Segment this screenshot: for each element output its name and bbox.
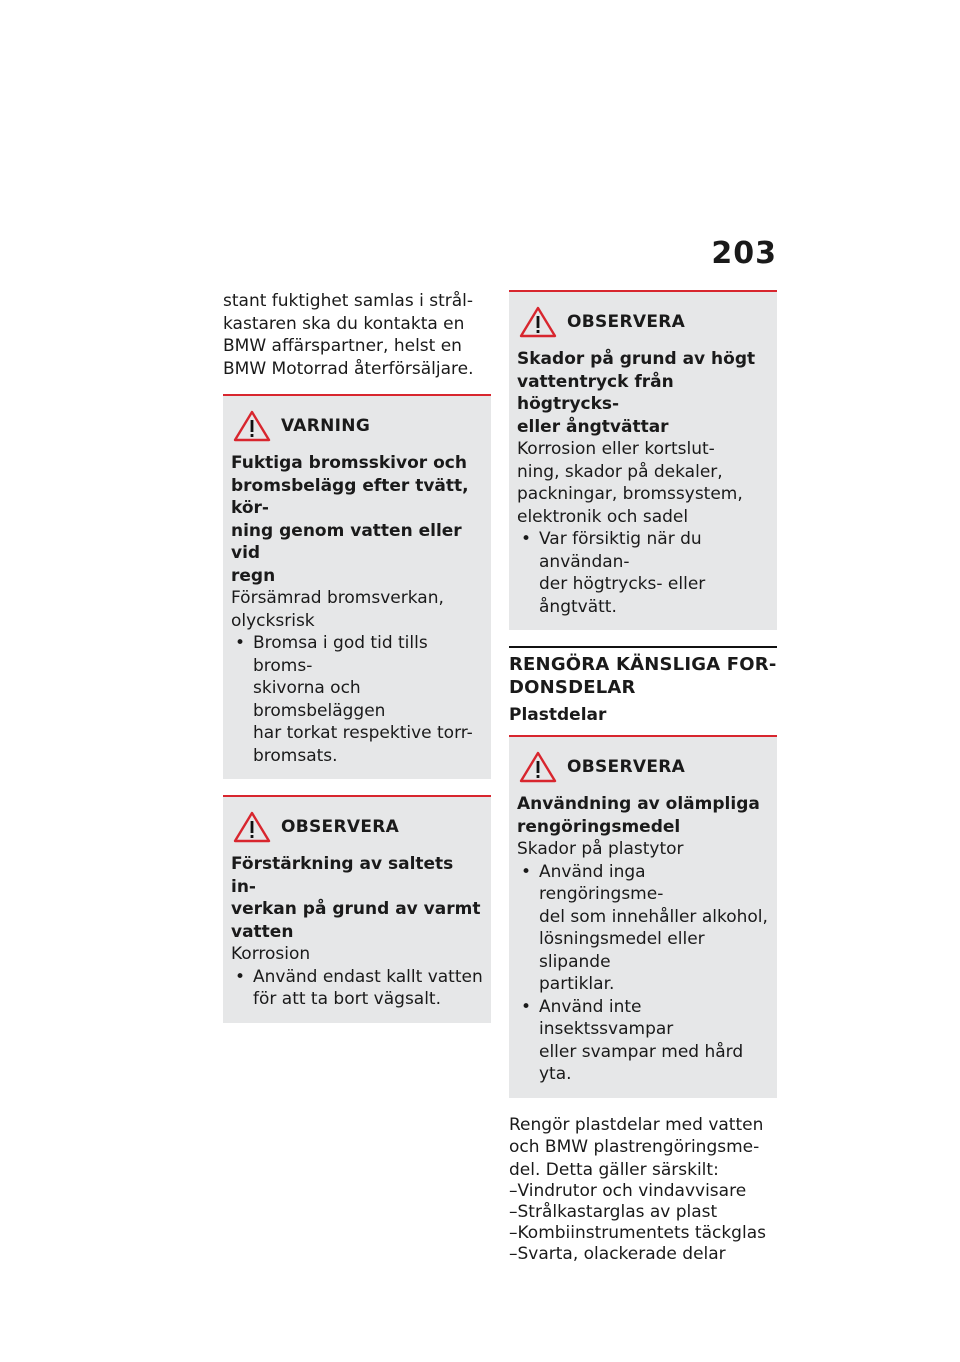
notice-title: Skador på grund av högt vattentryck från högtrycks- eller ångtvättar: [517, 349, 756, 437]
warning-triangle-icon: [233, 811, 271, 843]
warning-label: VARNING: [281, 416, 371, 436]
section-heading: RENGÖRA KÄNSLIGA FOR- DONSDELAR: [509, 646, 777, 699]
notice-label: OBSERVERA: [567, 312, 686, 332]
warning-triangle-icon: [233, 410, 271, 442]
list-item: • Använd inte insektssvampar eller svampar med hård yta.: [517, 996, 769, 1086]
warning-triangle-icon: [519, 751, 557, 783]
list-item: – Vindrutor och vindavvisare: [509, 1181, 777, 1202]
warning-triangle-icon: [519, 306, 557, 338]
notice-header: [233, 811, 483, 843]
intro-paragraph: [223, 290, 491, 380]
text-line: kastaren ska du kontakta en: [223, 313, 465, 334]
warning-title: Fuktiga bromsskivor och bromsbelägg efter tvätt, kör- ning genom vatten eller vid regn: [231, 453, 469, 586]
notice-box: [509, 735, 777, 1098]
text-line: BMW Motorrad återförsäljare.: [223, 358, 474, 379]
left-column: [223, 290, 491, 1039]
warning-box: [223, 394, 491, 779]
list-item: – Kombiinstrumentets täckglas: [509, 1223, 777, 1244]
notice-bullets: [517, 528, 769, 618]
notice-consequence: Korrosion: [231, 944, 311, 964]
right-column: [509, 290, 777, 1265]
list-item: • Var försiktig när du användan- der högtrycks- eller ångtvätt.: [517, 528, 769, 618]
warning-bullets: [231, 632, 483, 767]
notice-bullets: [231, 966, 483, 1011]
notice-label: OBSERVERA: [567, 757, 686, 777]
notice-box: [223, 795, 491, 1023]
notice-bullets: [517, 861, 769, 1086]
text-line: BMW affärspartner, helst en: [223, 336, 462, 356]
notice-title: Användning av olämpliga rengöringsmedel: [517, 794, 760, 837]
notice-title: Förstärkning av saltets in- verkan på grund av varmt vatten: [231, 854, 481, 942]
notice-header: [519, 751, 769, 783]
notice-consequence: Korrosion eller kortslut- ning, skador på dekaler, packningar, bromssystem, elektronik och sadel: [517, 439, 743, 527]
list-item: • Använd inga rengöringsme- del som innehåller alkohol, lösningsmedel eller slipande partiklar.: [517, 861, 769, 996]
body-paragraph: Rengör plastdelar med vatten och BMW plastrengöringsme- del. Detta gäller särskilt:: [509, 1114, 764, 1180]
notice-label: OBSERVERA: [281, 817, 400, 837]
list-item: – Strålkastarglas av plast: [509, 1202, 777, 1223]
warning-header: [233, 410, 483, 442]
notice-box: [509, 290, 777, 630]
notice-header: [519, 306, 769, 338]
sub-heading: Plastdelar: [509, 705, 607, 725]
list-item: – Svarta, olackerade delar: [509, 1244, 777, 1265]
list-item: • Använd endast kallt vatten för att ta bort vägsalt.: [231, 966, 483, 1011]
page-number: 203: [711, 236, 777, 271]
notice-consequence: Skador på plastytor: [517, 839, 684, 859]
dash-list: [509, 1181, 777, 1265]
list-item: • Bromsa i god tid tills broms- skivorna och bromsbeläggen har torkat respektive torr- bromsats.: [231, 632, 483, 767]
text-line: stant fuktighet samlas i strål-: [223, 291, 474, 311]
warning-consequence: Försämrad bromsverkan, olycksrisk: [231, 588, 444, 631]
